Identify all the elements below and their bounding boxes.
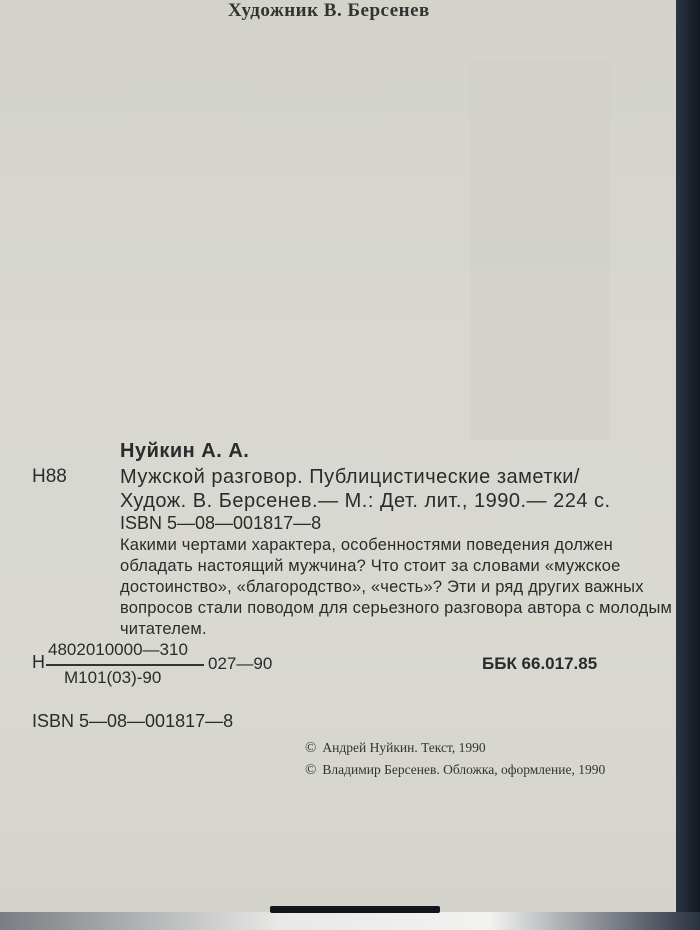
catalog-author: Нуйкин А. А. [120,440,250,462]
fraction-divider [46,664,204,666]
annotation-line: читателем. [120,620,207,638]
catalog-code: Н88 [32,466,67,487]
imprint-numerator: 4802010000—310 [48,640,188,659]
artist-credit: Художник В. Берсенев [228,0,430,21]
copyright-line [305,740,486,757]
copyright-text: Владимир Берсенев. Обложка, оформление, 1990 [322,762,606,777]
copyright-icon: © [305,740,317,756]
bbk-code: ББК 66.017.85 [482,654,598,673]
imprint-isbn: ISBN 5—08—001817—8 [32,711,234,731]
copyright-text: Андрей Нуйкин. Текст, 1990 [322,740,486,755]
copyright-line [305,762,605,779]
copyright-icon: © [305,762,317,778]
bottom-dark-mark [270,906,440,913]
background-strip [0,912,700,930]
catalog-title-line: Худож. В. Берсенев.— М.: Дет. лит., 1990.— 224 с. [120,490,611,512]
catalog-title-line: Мужской разговор. Публицистические заметки/ [120,466,580,488]
annotation-line: вопросов стали поводом для серьезного разговора автора с молодым [120,599,673,617]
imprint-price-code: 027—90 [208,654,273,673]
catalog-isbn: ISBN 5—08—001817—8 [120,513,322,533]
annotation-line: Какими чертами характера, особенностями поведения должен [120,536,613,554]
show-through-shadow [470,60,610,440]
imprint-prefix: Н [32,652,45,672]
book-spine-shadow [676,0,700,930]
imprint-denominator: М101(03)-90 [64,668,162,687]
annotation-line: достоинство», «благородство», «честь»? Эти и ряд других важных [120,578,644,596]
annotation-line: обладать настоящий мужчина? Что стоит за словами «мужское [120,557,621,575]
